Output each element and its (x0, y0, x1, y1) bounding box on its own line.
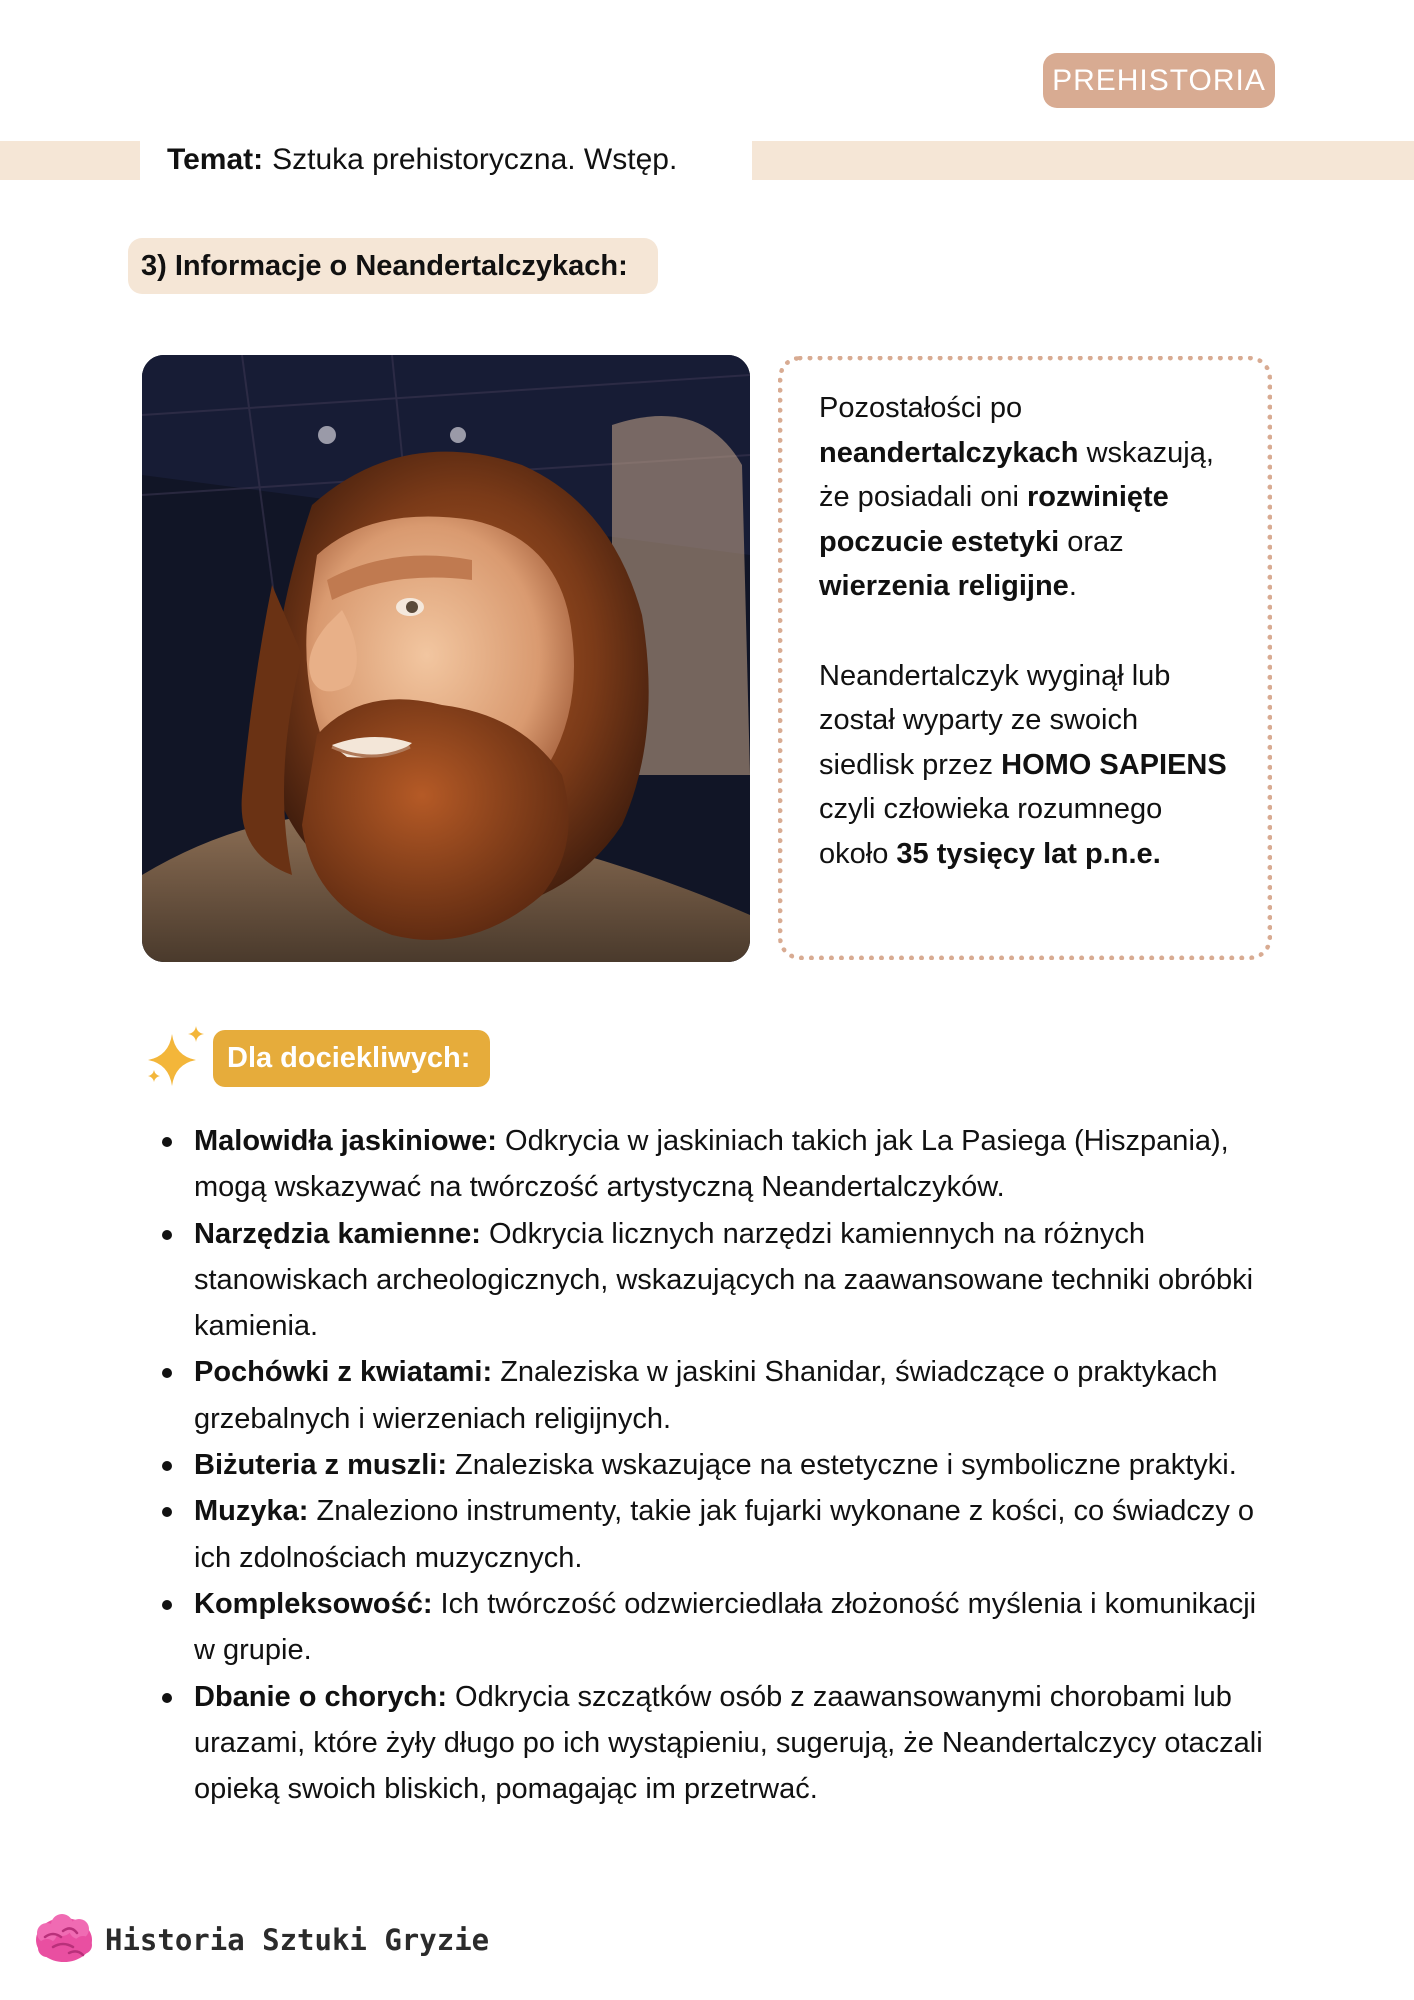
text-span: czyli człowieka rozumnego około (819, 793, 1163, 870)
bullet-icon (162, 1600, 172, 1610)
bold-span: wierzenia religijne (819, 570, 1069, 602)
info-text (819, 386, 1239, 876)
bullet-icon (162, 1230, 172, 1240)
text-span: . (1068, 570, 1077, 602)
section-title: 3) Informacje o Neandertalczykach: (128, 238, 658, 294)
list-item (152, 1581, 1282, 1674)
info-paragraph-extinction (819, 654, 1239, 877)
fact-term: Biżuteria z muszli: (194, 1449, 447, 1482)
text-span: Neandertalczyk wyginął lub został wyparty ze swoich siedlisk przez (819, 659, 1171, 781)
fact-text: Znaleziska w jaskini Shanidar, świadczące o praktykach grzebalnych i wierzeniach religijnych. (194, 1356, 1218, 1435)
footer (33, 1910, 489, 1970)
text-span: Pozostałości po (819, 392, 1023, 424)
neanderthal-photo (142, 355, 750, 962)
fact-term: Muzyka: (194, 1495, 309, 1528)
fact-text: Ich twórczość odzwierciedlała złożoność myślenia i komunikacji w grupie. (194, 1587, 1257, 1667)
fact-text: Znaleziono instrumenty, takie jak fujarki wykonane z kości, co świadczy o ich zdolnościach muzycznych. (194, 1495, 1255, 1574)
brand-name: Historia Sztuki Gryzie (105, 1923, 490, 1957)
topic-line (167, 139, 677, 181)
fact-term: Pochówki z kwiatami: (194, 1356, 493, 1389)
topic-label: Temat: (167, 143, 264, 176)
bold-span: neandertalczykach (819, 436, 1079, 469)
fact-term: Kompleksowość: (194, 1587, 433, 1620)
bullet-icon (162, 1693, 172, 1703)
topic-text: Sztuka prehistoryczna. Wstęp. (272, 143, 678, 176)
bullet-icon (162, 1461, 172, 1471)
fact-term: Dbanie o chorych: (194, 1680, 447, 1713)
list-item (152, 1118, 1282, 1211)
bold-span: rozwinięte poczucie estetyki (819, 481, 1169, 558)
list-item (152, 1674, 1282, 1813)
facts-list (152, 1118, 1282, 1812)
fact-text: Odkrycia licznych narzędzi kamiennych na różnych stanowiskach archeologicznych, wskazujących na zaawansowane techniki obróbki kamienia. (194, 1217, 1254, 1343)
bold-span: HOMO SAPIENS (1001, 748, 1227, 781)
list-item (152, 1211, 1282, 1350)
curious-label: Dla dociekliwych: (213, 1030, 490, 1087)
fact-text: Odkrycia szczątków osób z zaawansowanymi chorobami lub urazami, które żyły długo po ich wystąpieniu, sugerują, że Neandertalczycy otaczali opieką swoich bliskich, pomagając im przetrwać. (194, 1680, 1263, 1806)
bullet-icon (162, 1368, 172, 1378)
bullet-icon (162, 1137, 172, 1147)
fact-term: Malowidła jaskiniowe: (194, 1125, 497, 1157)
fact-text: Odkrycia w jaskiniach takich jak La Pasiega (Hiszpania), mogą wskazywać na twórczość artystyczną Neandertalczyków. (194, 1125, 1229, 1204)
info-paragraph-aesthetics (819, 386, 1239, 609)
topic-band-left (0, 141, 140, 180)
bullet-icon (162, 1507, 172, 1517)
fact-term: Narzędzia kamienne: (194, 1217, 481, 1250)
list-item (152, 1488, 1282, 1581)
list-item (152, 1349, 1282, 1442)
category-tag: PREHISTORIA (1043, 53, 1275, 108)
text-span: wskazują, że posiadali oni (819, 436, 1214, 513)
brain-icon (33, 1913, 95, 1967)
list-item (152, 1442, 1282, 1488)
topic-band-right (752, 141, 1414, 180)
bold-span: 35 tysięcy lat p.n.e. (896, 837, 1161, 870)
sparkle-icon (142, 1022, 212, 1094)
text-span: oraz (1059, 525, 1124, 558)
fact-text: Znaleziska wskazujące na estetyczne i symboliczne praktyki. (447, 1449, 1237, 1482)
